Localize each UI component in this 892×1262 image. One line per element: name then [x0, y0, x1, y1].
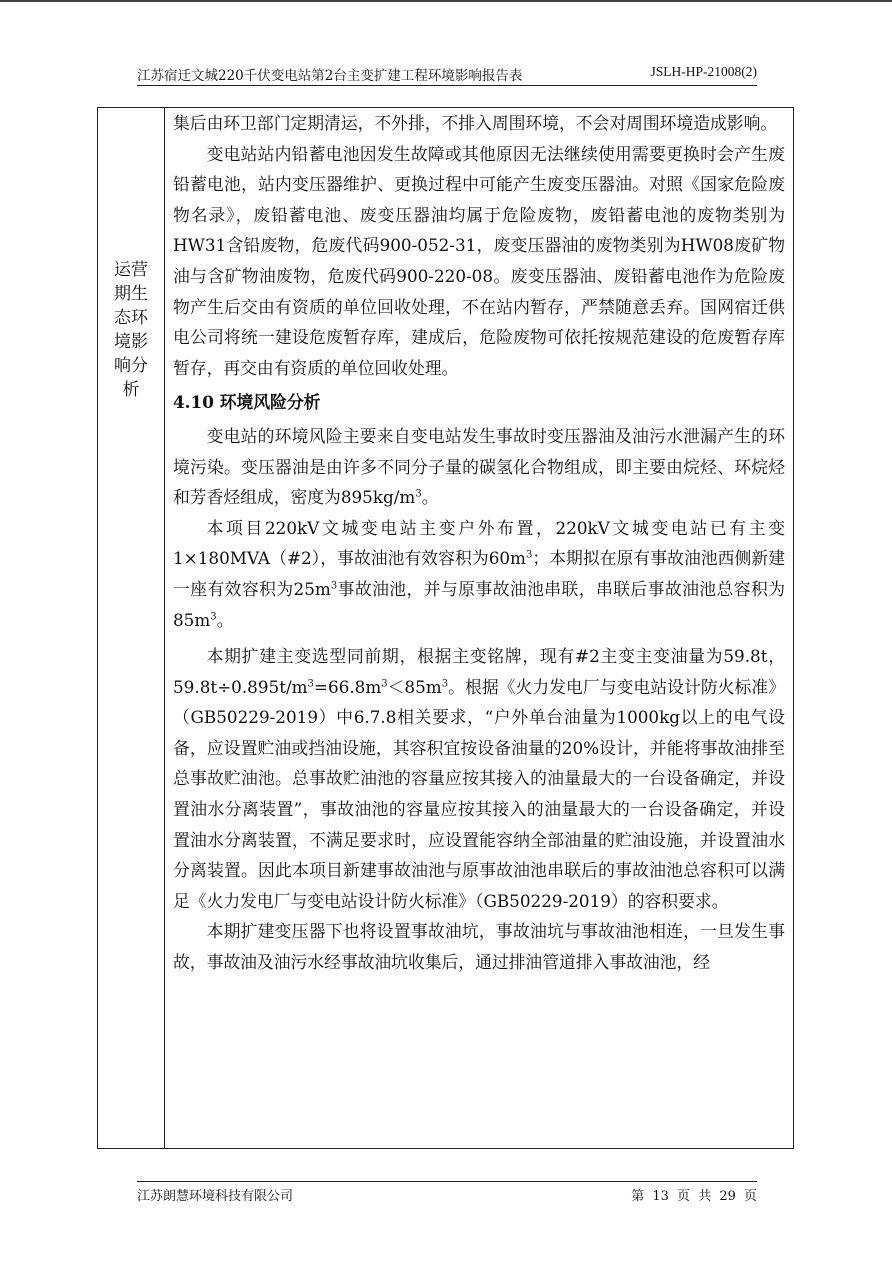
footer-company: 江苏朗慧环境科技有限公司	[137, 1189, 294, 1204]
row-label-line: 期生	[114, 284, 148, 304]
paragraph-risk-source: 变电站的环境风险主要来自变电站发生事故时变压器油及油污水泄漏产生的环境污染。变压器油是由许多不同分子量的碳氢化合物组成，即主要由烷烃、环烷烃和芳香烃组成，密度为$895kg/m^3$。	[173, 425, 785, 508]
header-doc-code: JSLH-HP-21008(2)	[650, 64, 757, 79]
header-rule	[137, 85, 757, 86]
row-label-line: 运营	[114, 260, 148, 280]
footer-page-number: 第 13 页 共 29 页	[631, 1189, 757, 1204]
page-header	[137, 64, 757, 86]
footer-rule	[137, 1181, 757, 1182]
content-table	[97, 107, 794, 1149]
row-label-line: 境影	[114, 332, 148, 352]
row-label	[98, 258, 164, 402]
top-border-rule	[0, 0, 892, 2]
paragraph-oil-pool: 本项目220kV文城变电站主变户外布置，220kV文城变电站已有主变1×180MVA（#2），事故油池有效容积为$60m^3$；本期拟在原有事故油池西侧新建一座有效容积为$25m^3$事故油池，并与原事故油池串联，串联后事故油池总容积为$85m^3$。	[173, 517, 785, 630]
section-heading: 4.10 环境风险分析	[173, 392, 321, 413]
row-label-line: 态环	[114, 308, 148, 328]
content-body	[173, 108, 785, 978]
paragraph-oil-pit: 本期扩建变压器下也将设置事故油坑，事故油坑与事故油池相连，一旦发生事故，事故油及油污水经事故油坑收集后，通过排油管道排入事故油池，经	[173, 921, 785, 973]
header-title: 江苏宿迁文城220千伏变电站第2台主变扩建工程环境影响报告表	[137, 68, 523, 84]
row-label-line: 响分	[114, 356, 148, 376]
paragraph-capacity-check: 本期扩建主变选型同前期，根据主变铭牌，现有#2主变主变油量为59.8t，$59.8t\div 0.895t/m^3=66.8m^3<85m^3$。根据《火力发电厂与变电站设计防火标准》（GB50229-2019）中6.7.8相关要求，“户外单台油量为1000kg以上的电气设备，应设置贮油或挡油设施，其容积宜按设备油量的20%设计，并能将事故油排至总事故贮油池。总事故贮油池的容量应按其接入的油量最大的一台设备确定，并设置油水分离装置”，事故油池的容量应按其接入的油量最大的一台设备确定，并设置油水分离装置，不满足要求时，应设置能容纳全部油量的贮油设施，并设置油水分离装置。因此本项目新建事故油池与原事故油池串联后的事故油池总容积可以满足《火力发电厂与变电站设计防火标准》（GB50229-2019）的容积要求。	[173, 646, 785, 911]
paragraph-hazardous-waste: 变电站站内铅蓄电池因发生故障或其他原因无法继续使用需要更换时会产生废铅蓄电池，站内变压器维护、更换过程中可能产生废变压器油。对照《国家危险废物名录》，废铅蓄电池、废变压器油均属于危险废物，废铅蓄电池的废物类别为HW31含铅废物，危废代码900-052-31，废变压器油的废物类别为HW08废矿物油与含矿物油废物，危废代码900-220-08。废变压器油、废铅蓄电池作为危险废物产生后交由有资质的单位回收处理，不在站内暂存，严禁随意丢弃。国网宿迁供电公司将统一建设危废暂存库，建成后，危险废物可依托按规范建设的危废暂存库暂存，再交由有资质的单位回收处理。	[173, 143, 785, 378]
row-label-line: 析	[122, 380, 140, 400]
column-divider	[164, 108, 165, 1148]
paragraph-continuation: 集后由环卫部门定期清运，不外排，不排入周围环境，不会对周围环境造成影响。	[173, 113, 778, 133]
